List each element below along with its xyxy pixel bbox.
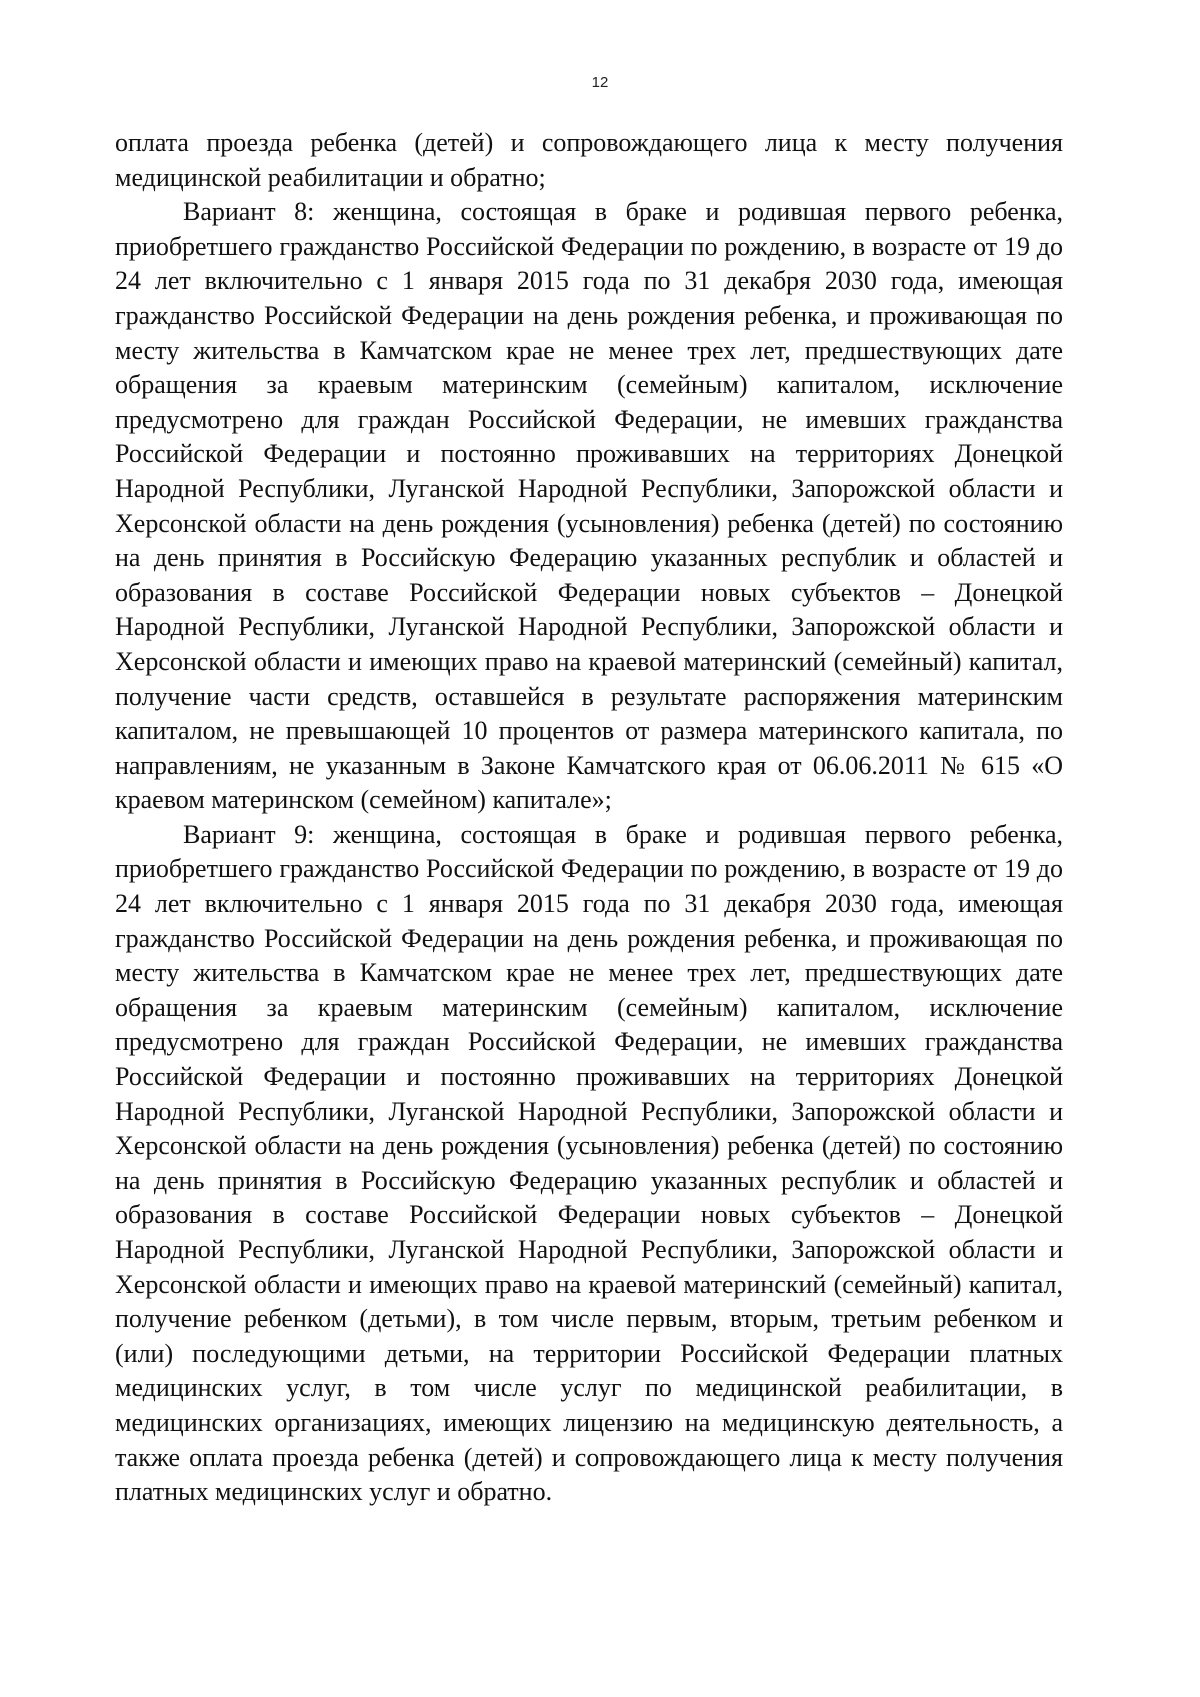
paragraph-variant-9: Вариант 9: женщина, состоящая в браке и родившая первого ребенка, приобретшего гражданство Российской Федерации по рождению, в возрасте от 19 до 24 лет включительно с 1 января 2015 года по 31 декабря 2030 года, имеющая гражданство Российской Федерации на день рождения ребенка, и проживающая по месту жительства в Камчатском крае не менее трех лет, предшествующих дате обращения за краевым материнским (семейным) капиталом, исключение предусмотрено для граждан Российской Федерации, не имевших гражданства Российской Федерации и постоянно проживавших на территориях Донецкой Народной Республики, Луганской Народной Республики, Запорожской области и Херсонской области на день рождения (усыновления) ребенка (детей) по состоянию на день принятия в Российскую Федерацию указанных республик и областей и образования в составе Российской Федерации новых субъектов – Донецкой Народной Республики, Луганской Народной Республики, Запорожской области и Херсонской области и имеющих право на краевой материнский (семейный) капитал, получение ребенком (детьми), в том числе первым, вторым, третьим ребенком и (или) последующими детьми, на территории Российской Федерации платных медицинских услуг, в том числе услуг по медицинской реабилитации, в медицинских организациях, имеющих лицензию на медицинскую деятельность, а также оплата проезда ребенка (детей) и сопровождающего лица к месту получения платных медицинских услуг и обратно.: [115, 819, 1063, 1507]
document-body: [115, 126, 1063, 1510]
paragraph-continuation: оплата проезда ребенка (детей) и сопровождающего лица к месту получения медицинской реабилитации и обратно;: [115, 128, 1063, 192]
paragraph-variant-8: Вариант 8: женщина, состоящая в браке и родившая первого ребенка, приобретшего гражданство Российской Федерации по рождению, в возрасте от 19 до 24 лет включительно с 1 января 2015 года по 31 декабря 2030 года, имеющая гражданство Российской Федерации на день рождения ребенка, и проживающая по месту жительства в Камчатском крае не менее трех лет, предшествующих дате обращения за краевым материнским (семейным) капиталом, исключение предусмотрено для граждан Российской Федерации, не имевших гражданства Российской Федерации и постоянно проживавших на территориях Донецкой Народной Республики, Луганской Народной Республики, Запорожской области и Херсонской области на день рождения (усыновления) ребенка (детей) по состоянию на день принятия в Российскую Федерацию указанных республик и областей и образования в составе Российской Федерации новых субъектов – Донецкой Народной Республики, Луганской Народной Республики, Запорожской области и Херсонской области и имеющих право на краевой материнский (семейный) капитал, получение части средств, оставшейся в результате распоряжения материнским капиталом, не превышающей 10 процентов от размера материнского капитала, по направлениям, не указанным в Законе Камчатского края от 06.06.2011 № 615 «О краевом материнском (семейном) капитале»;: [115, 197, 1063, 815]
page-number: 12: [591, 74, 609, 91]
